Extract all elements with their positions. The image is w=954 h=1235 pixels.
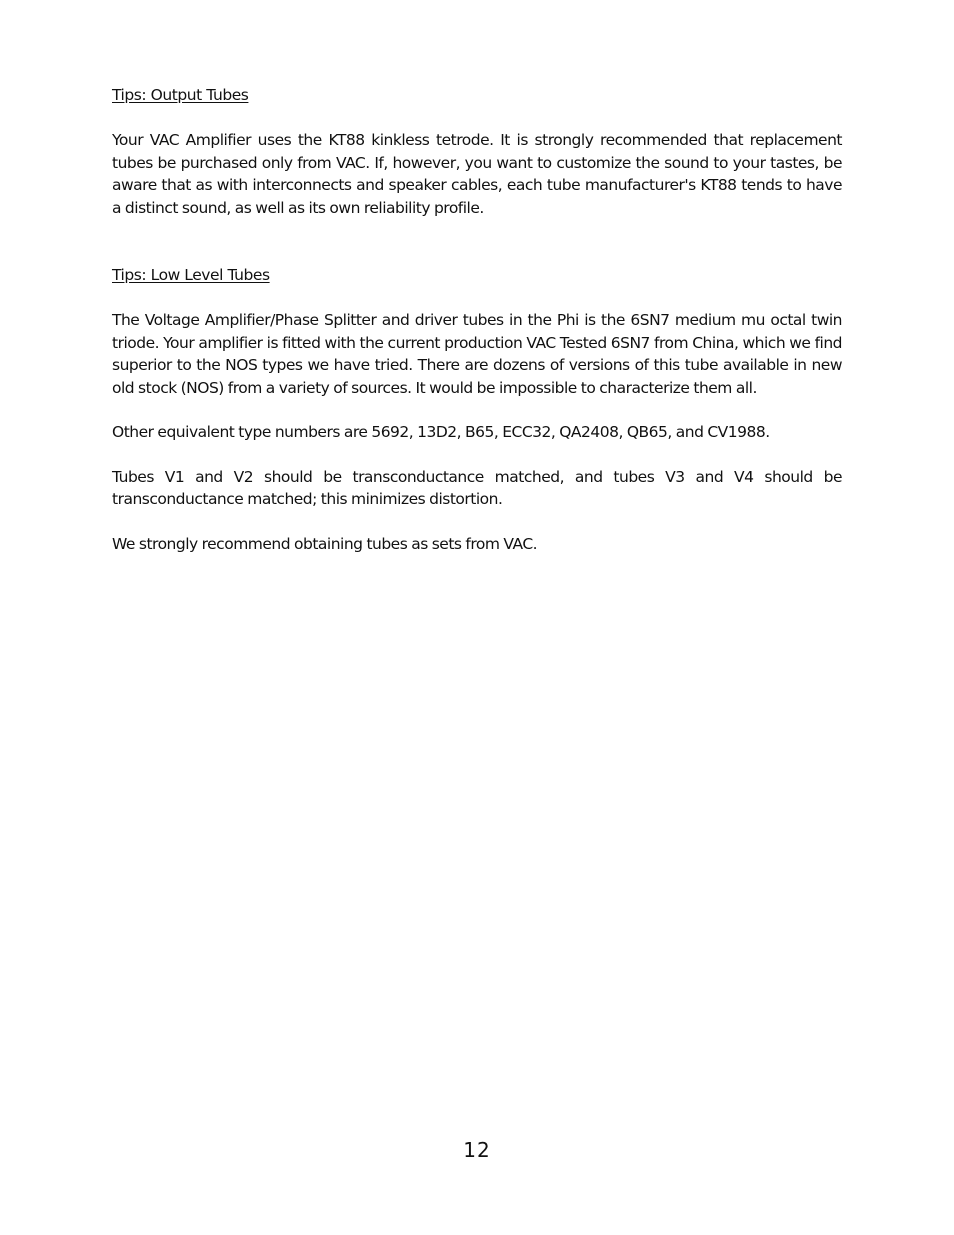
document-page — [112, 84, 842, 555]
section-heading-output-tubes: Tips: Output Tubes — [112, 86, 249, 104]
paragraph-matching: Tubes V1 and V2 should be transconductance matched, and tubes V3 and V4 should be transconductance matched; this minimizes distortion. — [112, 467, 842, 508]
page-number: 12 — [463, 1138, 491, 1162]
section-heading-low-level-tubes: Tips: Low Level Tubes — [112, 266, 270, 284]
paragraph-output-tubes: Your VAC Amplifier uses the KT88 kinkless tetrode. It is strongly recommended that replacement tubes be purchased only from VAC. If, however, you want to customize the sound to your tastes, be aware that as with interconnects and speaker cables, each tube manufacturer's KT88 tends to have a distinct sound, as well as its own reliability profile. — [112, 131, 842, 217]
paragraph-low-level-tubes-intro: The Voltage Amplifier/Phase Splitter and driver tubes in the Phi is the 6SN7 medium mu octal twin triode. Your amplifier is fitted with the current production VAC Tested 6SN7 from China, which we find superior to the NOS types we have tried. There are dozens of versions of this tube available in new old stock (NOS) from a variety of sources. It would be impossible to characterize them all. — [112, 311, 842, 397]
paragraph-equivalent-types: Other equivalent type numbers are 5692, 13D2, B65, ECC32, QA2408, QB65, and CV1988. — [112, 423, 770, 441]
paragraph-recommendation: We strongly recommend obtaining tubes as sets from VAC. — [112, 534, 538, 553]
